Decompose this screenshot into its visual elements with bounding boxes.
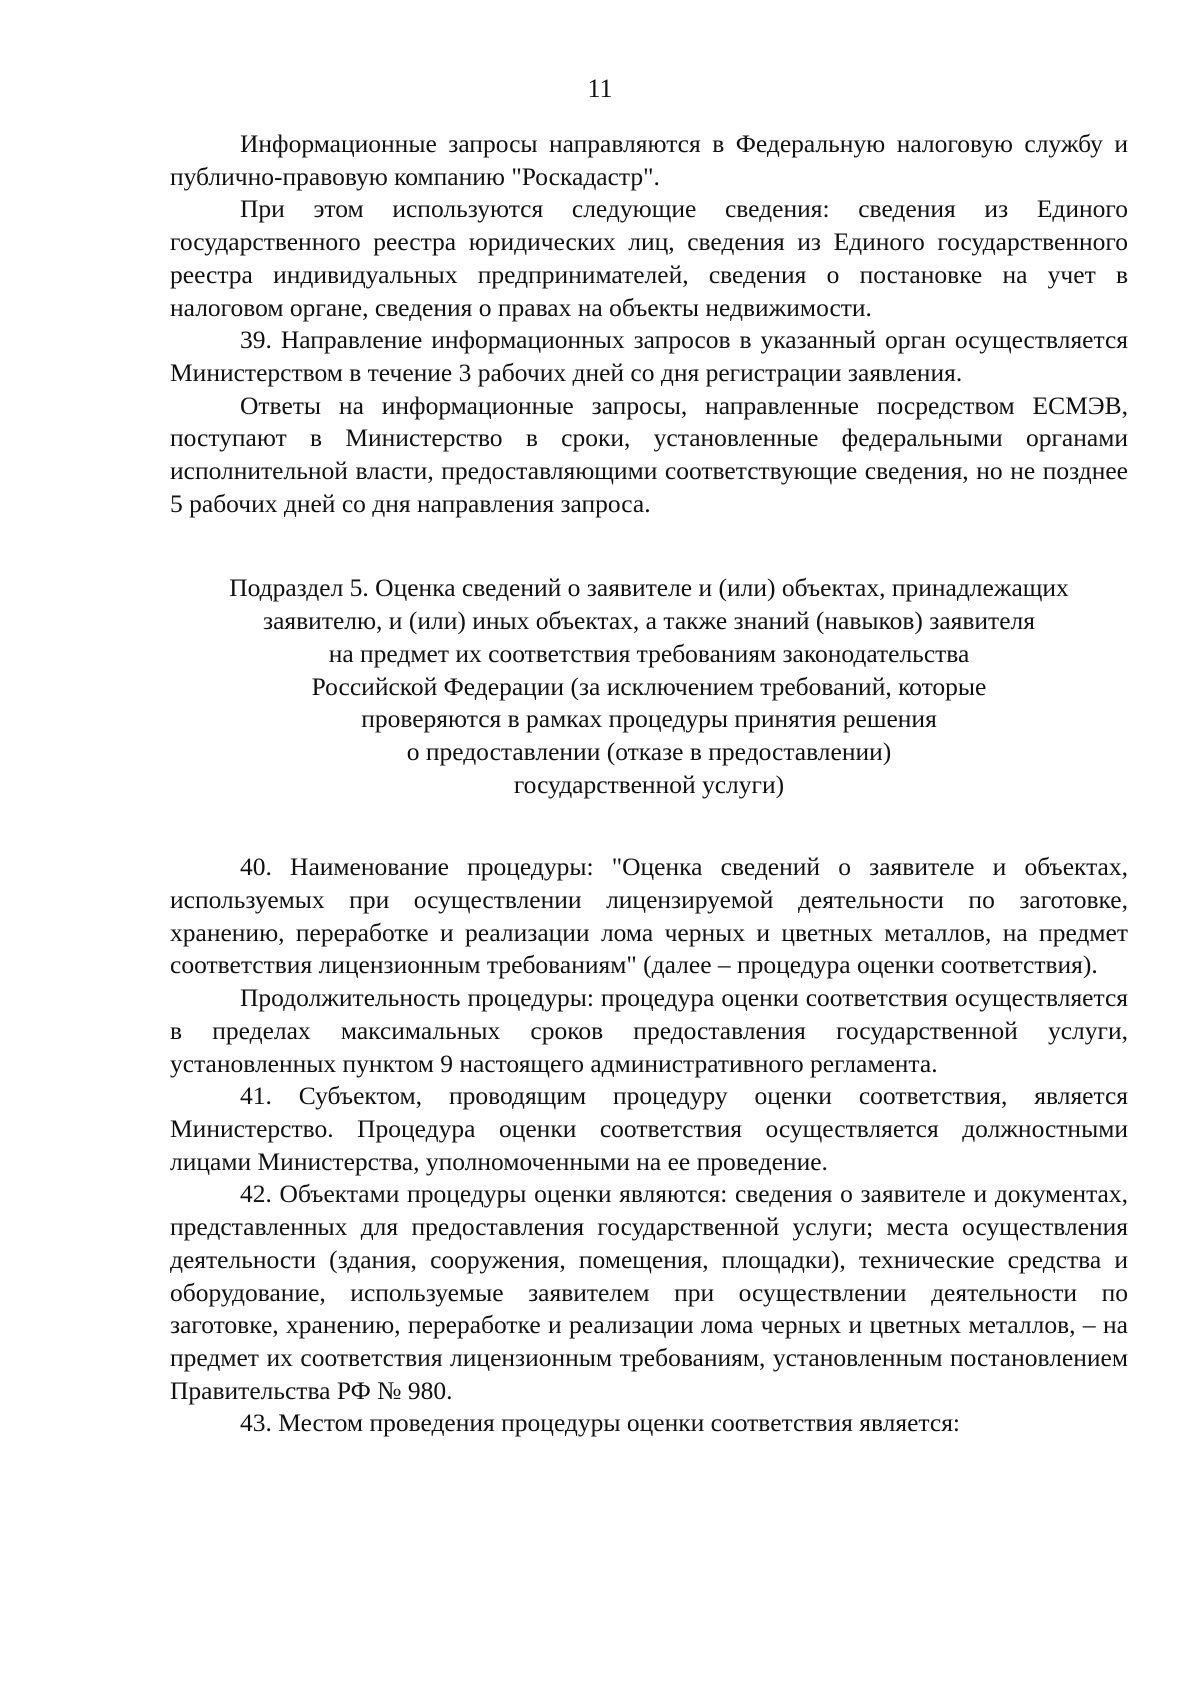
paragraph: 40. Наименование процедуры: "Оценка сведений о заявителе и объектах, используемых при осуществлении лицензируемой деятельности по заготовке, хранению, переработке и реализации лома черных и цветных металлов, на предмет соответствия лицензионным требованиям" (далее – процедура оценки соответствия). [170, 852, 1128, 980]
heading-line: государственной услуги) [513, 769, 785, 799]
paragraph: Ответы на информационные запросы, направленные посредством ЕСМЭВ, поступают в Министерство в сроки, установленные федеральными органами исполнительной власти, предоставляющими соответствующие сведения, но не позднее 5 рабочих дней со дня направления запроса. [170, 390, 1128, 518]
paragraph: 39. Направление информационных запросов в указанный орган осуществляется Министерством в течение 3 рабочих дней со дня регистрации заявления. [170, 325, 1128, 387]
heading-line: заявителю, и (или) иных объектах, а также знаний (навыков) заявителя [263, 606, 1035, 636]
heading-line: на предмет их соответствия требованиям законодательства [328, 638, 970, 668]
document-body [170, 128, 1128, 1440]
heading-line: проверяются в рамках процедуры принятия решения [361, 704, 937, 734]
paragraph: Информационные запросы направляются в Федеральную налоговую службу и публично-правовую компанию "Роскадастр". [170, 129, 1128, 191]
paragraph: При этом используются следующие сведения: сведения из Единого государственного реестра юридических лиц, сведения из Единого государственного реестра индивидуальных предпринимателей, сведения о постановке на учет в налоговом органе, сведения о правах на объекты недвижимости. [170, 194, 1128, 322]
paragraph: 42. Объектами процедуры оценки являются: сведения о заявителе и документах, представленных для предоставления государственной услуги; места осуществления деятельности (здания, сооружения, помещения, площадки), технические средства и оборудование, используемые заявителем при осуществлении деятельности по заготовке, хранению, переработке и реализации лома черных и цветных металлов, – на предмет их соответствия лицензионным требованиям, установленным постановлением Правительства РФ № 980. [170, 1179, 1128, 1405]
heading-line: Российской Федерации (за исключением требований, которые [311, 671, 987, 701]
heading-line: Подраздел 5. Оценка сведений о заявителе и (или) объектах, принадлежащих [229, 573, 1069, 603]
section-heading [170, 572, 1128, 801]
page-number: 11 [587, 74, 613, 103]
paragraph: 41. Субъектом, проводящим процедуру оценки соответствия, является Министерство. Процедура оценки соответствия осуществляется должностными лицами Министерства, уполномоченными на ее проведение. [170, 1081, 1128, 1176]
paragraph: Продолжительность процедуры: процедура оценки соответствия осуществляется в пределах максимальных сроков предоставления государственной услуги, установленных пунктом 9 настоящего административного регламента. [170, 983, 1128, 1078]
paragraph: 43. Местом проведения процедуры оценки соответствия является: [240, 1408, 961, 1438]
heading-line: о предоставлении (отказе в предоставлении) [406, 736, 892, 766]
